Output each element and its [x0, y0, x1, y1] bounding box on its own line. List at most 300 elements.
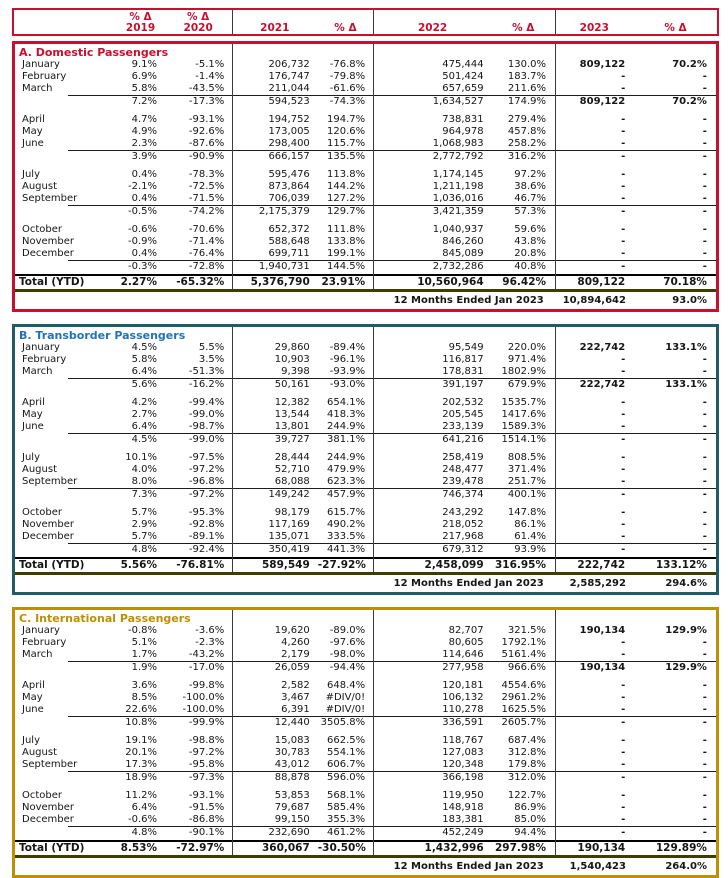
cell: 10.8%	[125, 717, 157, 728]
cell: -87.6%	[188, 138, 225, 149]
cell: 873,864	[268, 181, 310, 192]
cell: -30.50%	[317, 842, 366, 854]
cell: -93.9%	[329, 366, 366, 377]
cell: 129.89%	[655, 842, 707, 854]
cell: 13,544	[274, 409, 310, 420]
row-label: December	[22, 531, 74, 542]
cell: 22.6%	[125, 704, 157, 715]
cell: -72.5%	[188, 181, 225, 192]
cell: -0.6%	[127, 224, 157, 235]
cell: -	[621, 397, 626, 408]
cell: 596.0%	[327, 772, 366, 783]
cell: 1417.6%	[501, 409, 547, 420]
cell: -	[621, 193, 626, 204]
cell: -	[702, 366, 707, 377]
cell: -92.8%	[188, 519, 225, 530]
cell: 115.7%	[327, 138, 366, 149]
cell: 2,582	[281, 680, 310, 691]
cell: 441.3%	[327, 544, 366, 555]
cell: 26,059	[274, 662, 310, 673]
cell: 111.8%	[327, 224, 366, 235]
cell: 176,747	[268, 71, 310, 82]
cell: -70.6%	[188, 224, 225, 235]
cell: -	[621, 366, 626, 377]
cell: -	[702, 236, 707, 247]
cell: 461.2%	[327, 827, 366, 838]
cell: 964,978	[442, 126, 484, 137]
cell: 129.9%	[665, 625, 707, 636]
header-col-bottom-label: 2021	[260, 22, 290, 34]
row-label: June	[22, 138, 44, 149]
cell: 360,067	[261, 842, 310, 854]
cell: -	[702, 261, 707, 272]
cell: 99,150	[274, 814, 310, 825]
month-row	[15, 452, 716, 464]
cell: 391,197	[442, 379, 484, 390]
cell: -	[702, 114, 707, 125]
cell: -	[621, 206, 626, 217]
cell: 5.5%	[198, 342, 225, 353]
cell: 133.1%	[665, 342, 707, 353]
cell: 654.1%	[327, 397, 366, 408]
total-row	[15, 842, 716, 855]
section-title: C. International Passengers	[19, 612, 191, 625]
twelve-months-value: 1,540,423	[569, 861, 626, 872]
header-col-5	[373, 23, 492, 34]
cell: 4.5%	[131, 342, 157, 353]
cell: 1,940,731	[258, 261, 310, 272]
cell: -79.8%	[329, 71, 366, 82]
row-label	[15, 379, 117, 391]
cell: -	[702, 83, 707, 94]
quarter-subtotal-row	[15, 489, 716, 501]
month-row	[15, 802, 716, 814]
cell: -93.0%	[329, 379, 366, 390]
cell: -	[702, 747, 707, 758]
header-col-1	[117, 12, 165, 34]
cell: 452,249	[442, 827, 484, 838]
cell: 277,958	[442, 662, 484, 673]
cell: 648.4%	[327, 680, 366, 691]
cell: -	[621, 409, 626, 420]
cell: 8.53%	[120, 842, 157, 854]
section-c	[12, 607, 719, 878]
cell: 218,052	[442, 519, 484, 530]
cell: -43.2%	[188, 649, 225, 660]
month-row	[15, 747, 716, 759]
month-row	[15, 181, 716, 193]
row-label: December	[22, 248, 74, 259]
cell: 222,742	[577, 559, 626, 571]
cell: 312.8%	[507, 747, 547, 758]
cell: 133.8%	[327, 236, 366, 247]
cell: 457.8%	[507, 126, 547, 137]
month-row	[15, 193, 716, 205]
cell: 135.5%	[327, 151, 366, 162]
cell: 321.5%	[507, 625, 547, 636]
cell: -78.3%	[188, 169, 225, 180]
cell: -93.1%	[188, 114, 225, 125]
cell: 127,083	[442, 747, 484, 758]
row-label	[15, 434, 117, 446]
cell: 17.3%	[125, 759, 157, 770]
month-row	[15, 790, 716, 802]
month-row	[15, 519, 716, 531]
cell: 194.7%	[327, 114, 366, 125]
cell: 190,134	[577, 842, 626, 854]
cell: -72.8%	[188, 261, 225, 272]
cell: 258,419	[442, 452, 484, 463]
cell: -95.8%	[188, 759, 225, 770]
cell: 40.8%	[514, 261, 547, 272]
cell: 1625.5%	[501, 704, 547, 715]
row-label	[15, 827, 117, 839]
month-row	[15, 692, 716, 704]
cell: 39,727	[274, 434, 310, 445]
cell: 222,742	[579, 379, 626, 390]
cell: 244.9%	[327, 452, 366, 463]
cell: 1535.7%	[501, 397, 547, 408]
column-divider	[373, 610, 374, 855]
cell: 316.95%	[494, 559, 547, 571]
cell: 220.0%	[507, 342, 547, 353]
month-row	[15, 71, 716, 83]
month-row	[15, 759, 716, 771]
cell: -51.3%	[188, 366, 225, 377]
cell: -16.2%	[188, 379, 225, 390]
cell: 120,181	[442, 680, 484, 691]
row-label: August	[22, 464, 57, 475]
cell: 1,068,983	[432, 138, 484, 149]
cell: 652,372	[268, 224, 310, 235]
cell: -72.97%	[176, 842, 225, 854]
cell: -	[702, 704, 707, 715]
cell: -0.5%	[127, 206, 157, 217]
cell: 174.9%	[507, 96, 547, 107]
cell: 29,860	[274, 342, 310, 353]
header-col-3	[232, 23, 318, 34]
cell: -100.0%	[182, 692, 225, 703]
cell: 85.0%	[514, 814, 547, 825]
cell: 2,772,792	[432, 151, 484, 162]
cell: 18.9%	[125, 772, 157, 783]
cell: -2.1%	[127, 181, 157, 192]
column-divider	[555, 10, 556, 34]
cell: 19.1%	[125, 735, 157, 746]
cell: 2,732,286	[432, 261, 484, 272]
cell: 7.2%	[131, 96, 157, 107]
cell: -	[621, 248, 626, 259]
cell: 418.3%	[327, 409, 366, 420]
cell: 7.3%	[131, 489, 157, 500]
twelve-months-value: 2,585,292	[569, 578, 626, 589]
cell: 666,157	[268, 151, 310, 162]
cell: -27.92%	[317, 559, 366, 571]
cell: 2961.2%	[501, 692, 547, 703]
row-label: June	[22, 704, 44, 715]
row-label: April	[22, 680, 45, 691]
cell: 3505.8%	[320, 717, 366, 728]
cell: 298,400	[268, 138, 310, 149]
column-divider	[232, 327, 233, 572]
row-label	[15, 662, 117, 674]
twelve-months-label: 12 Months Ended Jan 2023	[393, 295, 544, 306]
table-column-header	[12, 8, 719, 36]
header-col-4	[318, 23, 374, 34]
cell: 279.4%	[507, 114, 547, 125]
quarter-subtotal-row	[15, 544, 716, 556]
twelve-months-pct: 93.0%	[672, 295, 707, 306]
cell: #DIV/0!	[325, 704, 366, 715]
section-title: A. Domestic Passengers	[19, 46, 169, 59]
cell: -3.6%	[195, 625, 225, 636]
cell: 5.8%	[131, 83, 157, 94]
cell: -95.3%	[188, 507, 225, 518]
row-label: August	[22, 181, 57, 192]
cell: -97.5%	[188, 452, 225, 463]
quarter-subtotal-row	[15, 434, 716, 446]
cell: 86.1%	[514, 519, 547, 530]
cell: 746,374	[442, 489, 484, 500]
cell: 589,549	[261, 559, 310, 571]
cell: 61.4%	[514, 531, 547, 542]
month-row	[15, 409, 716, 421]
cell: 118,767	[442, 735, 484, 746]
cell: -71.4%	[188, 236, 225, 247]
row-label: July	[22, 735, 40, 746]
row-label: October	[22, 790, 63, 801]
cell: -1.4%	[195, 71, 225, 82]
cell: 1514.1%	[501, 434, 547, 445]
row-label: January	[22, 625, 60, 636]
cell: -	[621, 236, 626, 247]
cell: 738,831	[442, 114, 484, 125]
section-table	[15, 610, 716, 855]
cell: 190,134	[579, 625, 626, 636]
cell: 110,278	[442, 704, 484, 715]
cell: -	[702, 193, 707, 204]
cell: 687.4%	[507, 735, 547, 746]
cell: 183,381	[442, 814, 484, 825]
section-table	[15, 44, 716, 289]
total-row	[15, 276, 716, 289]
cell: 10.1%	[125, 452, 157, 463]
cell: -93.1%	[188, 790, 225, 801]
row-label: October	[22, 507, 63, 518]
cell: #DIV/0!	[325, 692, 366, 703]
cell: 23.91%	[321, 276, 366, 288]
month-row	[15, 83, 716, 95]
cell: 94.4%	[514, 827, 547, 838]
quarter-subtotal-row	[15, 151, 716, 163]
column-divider	[555, 44, 556, 289]
cell: -96.1%	[329, 354, 366, 365]
month-row	[15, 236, 716, 248]
cell: -97.3%	[188, 772, 225, 783]
cell: 3,421,359	[432, 206, 484, 217]
twelve-months-label: 12 Months Ended Jan 2023	[393, 578, 544, 589]
cell: 147.8%	[507, 507, 547, 518]
cell: 1,432,996	[424, 842, 484, 854]
cell: 9.1%	[131, 59, 157, 70]
row-label: February	[22, 354, 67, 365]
cell: 5.56%	[120, 559, 157, 571]
header-col-bottom-label: 2022	[417, 22, 448, 34]
column-divider	[373, 327, 374, 572]
cell: -	[621, 531, 626, 542]
cell: -	[621, 772, 626, 783]
month-row	[15, 397, 716, 409]
cell: 1,174,145	[432, 169, 484, 180]
cell: 350,419	[268, 544, 310, 555]
cell: -	[621, 735, 626, 746]
cell: 312.0%	[507, 772, 547, 783]
cell: 623.3%	[327, 476, 366, 487]
cell: -96.8%	[188, 476, 225, 487]
row-label	[15, 489, 117, 501]
row-label: October	[22, 224, 63, 235]
cell: 809,122	[577, 276, 626, 288]
cell: -17.0%	[188, 662, 225, 673]
cell: -92.6%	[188, 126, 225, 137]
cell: 568.1%	[327, 790, 366, 801]
cell: 248,477	[442, 464, 484, 475]
month-row	[15, 421, 716, 433]
quarter-subtotal-row	[15, 717, 716, 729]
month-row	[15, 680, 716, 692]
row-label	[15, 544, 117, 556]
cell: 19,620	[274, 625, 310, 636]
cell: 336,591	[442, 717, 484, 728]
cell: -71.5%	[188, 193, 225, 204]
cell: 12,440	[274, 717, 310, 728]
cell: -	[621, 224, 626, 235]
cell: 59.6%	[514, 224, 547, 235]
cell: -	[621, 151, 626, 162]
cell: 120,348	[442, 759, 484, 770]
cell: -99.0%	[188, 434, 225, 445]
cell: 133.1%	[665, 379, 707, 390]
cell: -	[621, 519, 626, 530]
header-col-bottom-label: % Δ	[664, 22, 687, 34]
month-row	[15, 342, 716, 354]
row-label	[15, 96, 117, 108]
cell: -	[621, 452, 626, 463]
header-col-top-label: % Δ	[187, 11, 210, 23]
cell: -	[621, 649, 626, 660]
cell: 679,312	[442, 544, 484, 555]
cell: -	[702, 531, 707, 542]
cell: 6.4%	[131, 421, 157, 432]
cell: 0.4%	[131, 193, 157, 204]
cell: -43.5%	[188, 83, 225, 94]
month-row	[15, 224, 716, 236]
twelve-months-row	[15, 292, 716, 309]
cell: -	[702, 397, 707, 408]
cell: 5.8%	[131, 354, 157, 365]
cell: -	[621, 71, 626, 82]
cell: 1589.3%	[501, 421, 547, 432]
cell: -	[702, 717, 707, 728]
section-b	[12, 324, 719, 595]
month-row	[15, 366, 716, 378]
row-label	[15, 206, 117, 218]
header-col-bottom-label: 2023	[579, 22, 609, 34]
cell: -	[621, 476, 626, 487]
cell: 116,817	[442, 354, 484, 365]
cell: 355.3%	[327, 814, 366, 825]
cell: 148,918	[442, 802, 484, 813]
column-divider	[232, 610, 233, 855]
cell: 3.5%	[198, 354, 225, 365]
quarter-subtotal-row	[15, 662, 716, 674]
cell: 244.9%	[327, 421, 366, 432]
cell: 594,523	[268, 96, 310, 107]
cell: 8.0%	[131, 476, 157, 487]
twelve-months-pct: 264.0%	[665, 861, 707, 872]
header-col-7	[555, 23, 634, 34]
cell: -97.2%	[188, 464, 225, 475]
cell: -92.4%	[188, 544, 225, 555]
row-label: November	[22, 236, 75, 247]
cell: 9,398	[281, 366, 310, 377]
cell: 657,659	[442, 83, 484, 94]
row-label: September	[22, 193, 78, 204]
month-row	[15, 531, 716, 543]
cell: 615.7%	[327, 507, 366, 518]
month-row	[15, 114, 716, 126]
cell: -	[621, 692, 626, 703]
cell: 809,122	[579, 96, 626, 107]
cell: 501,424	[442, 71, 484, 82]
row-label: April	[22, 397, 45, 408]
cell: 88,878	[274, 772, 310, 783]
cell: 130.0%	[507, 59, 547, 70]
cell: -	[702, 476, 707, 487]
cell: 4.8%	[131, 827, 157, 838]
cell: 93.9%	[514, 544, 547, 555]
cell: 2.9%	[131, 519, 157, 530]
cell: 12,382	[274, 397, 310, 408]
quarter-subtotal-row	[15, 96, 716, 108]
section-table	[15, 327, 716, 572]
row-label: March	[22, 366, 53, 377]
cell: 679.9%	[507, 379, 547, 390]
cell: -61.6%	[329, 83, 366, 94]
cell: 113.8%	[327, 169, 366, 180]
cell: -	[621, 354, 626, 365]
cell: 133.12%	[655, 559, 707, 571]
row-label: February	[22, 71, 67, 82]
cell: -	[621, 717, 626, 728]
cell: 490.2%	[327, 519, 366, 530]
cell: -	[621, 169, 626, 180]
section-title: B. Transborder Passengers	[19, 329, 186, 342]
cell: 2,179	[281, 649, 310, 660]
cell: -	[621, 704, 626, 715]
cell: -	[702, 489, 707, 500]
cell: 641,216	[442, 434, 484, 445]
cell: 5,376,790	[250, 276, 310, 288]
row-label: August	[22, 747, 57, 758]
row-label: Total (YTD)	[19, 276, 85, 288]
month-row	[15, 704, 716, 716]
twelve-months-row	[15, 575, 716, 592]
cell: 4.9%	[131, 126, 157, 137]
cell: -0.3%	[127, 261, 157, 272]
quarter-subtotal-row	[15, 379, 716, 391]
cell: 1.7%	[131, 649, 157, 660]
